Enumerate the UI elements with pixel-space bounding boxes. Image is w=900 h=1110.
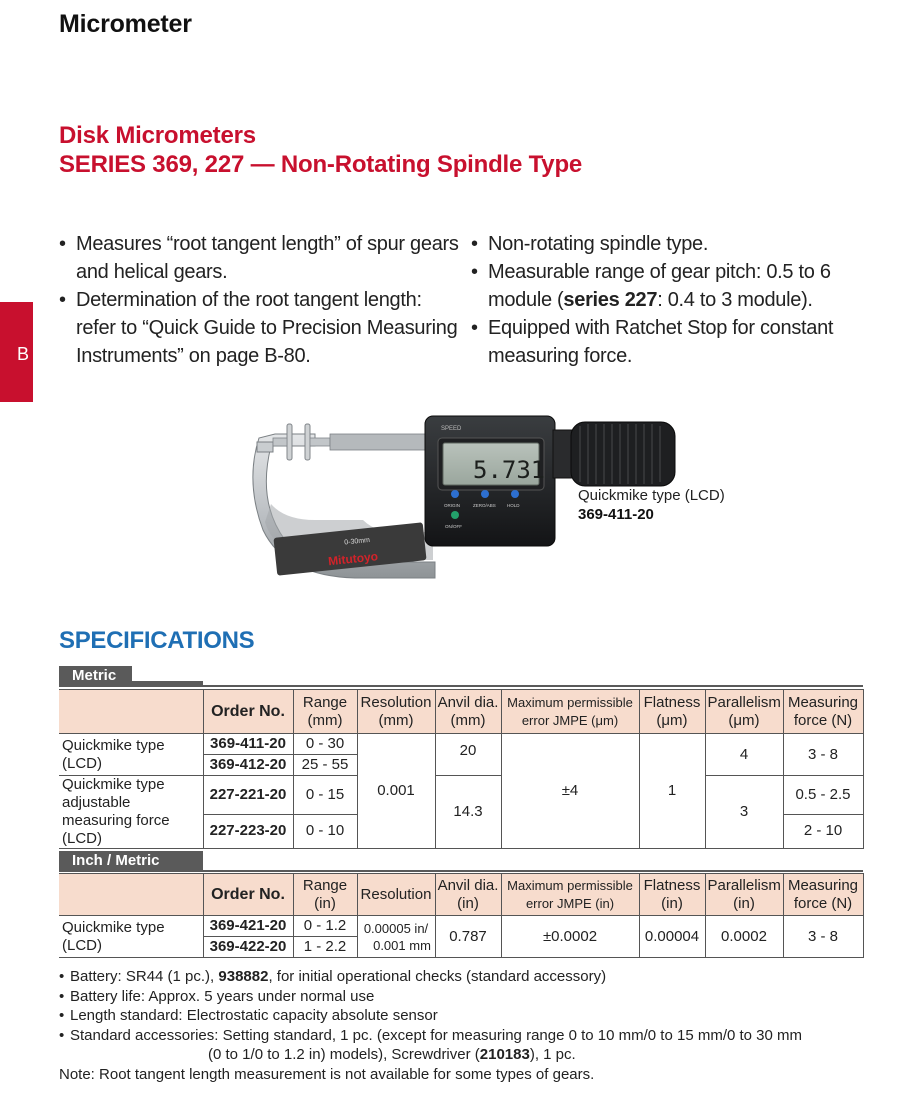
speed-label: SPEED bbox=[441, 426, 462, 432]
parallelism-value: 4 bbox=[705, 734, 783, 776]
note-root-tangent: Note: Root tangent length measurement is not available for some types of gears. bbox=[59, 1065, 595, 1083]
header-flatness: Flatness (μm) bbox=[639, 690, 705, 734]
flatness-value: 0.00004 bbox=[639, 916, 705, 958]
force-value: 2 - 10 bbox=[783, 814, 863, 848]
resolution-value: 0.00005 in/ 0.001 mm bbox=[357, 916, 435, 958]
range-value: 25 - 55 bbox=[293, 755, 357, 776]
note-accessories: • Standard accessories: Setting standard, 1 pc. (except for measuring range 0 to 10 mm/0 to 15 mm/0 to 30 mm bbox=[59, 1026, 889, 1046]
range-label: 0-30mm bbox=[343, 536, 371, 547]
range-value: 0 - 15 bbox=[293, 776, 357, 815]
order-no: 227-221-20 bbox=[203, 776, 293, 815]
inch-spec-table bbox=[59, 873, 864, 958]
header-order-no: Order No. bbox=[203, 874, 293, 916]
hold-button-label: HOLD bbox=[507, 503, 520, 508]
range-value: 0 - 10 bbox=[293, 814, 357, 848]
metric-tab-line bbox=[59, 685, 863, 687]
header-flatness: Flatness (in) bbox=[639, 874, 705, 916]
parallelism-value: 3 bbox=[705, 776, 783, 849]
header-blank bbox=[59, 690, 203, 734]
feature-item bbox=[471, 258, 891, 314]
section-tab bbox=[0, 302, 33, 402]
feature-item: • Determination of the root tangent length: refer to “Quick Guide to Precision Measuring Instruments” on page B-80. bbox=[59, 286, 459, 370]
model-name: Quickmike type (LCD) bbox=[59, 916, 203, 958]
origin-button-label: ORIGIN bbox=[444, 503, 461, 508]
mpe-value: ±4 bbox=[501, 734, 639, 849]
note-length-standard: • Length standard: Electrostatic capacity absolute sensor bbox=[59, 1006, 889, 1026]
metric-tab-label: Metric bbox=[59, 666, 132, 685]
table-row bbox=[59, 734, 863, 755]
order-no: 369-411-20 bbox=[203, 734, 293, 755]
force-value: 3 - 8 bbox=[783, 916, 863, 958]
product-subtitle: SERIES 369, 227 — Non-Rotating Spindle Type bbox=[59, 151, 583, 178]
header-resolution: Resolution (mm) bbox=[357, 690, 435, 734]
feature-text: : 0.4 to 3 module). bbox=[657, 289, 813, 311]
mpe-value: ±0.0002 bbox=[501, 916, 639, 958]
inch-tab-line bbox=[59, 870, 863, 872]
range-value: 0 - 30 bbox=[293, 734, 357, 755]
header-mpe: Maximum permissible error JMPE (in) bbox=[501, 874, 639, 916]
table-header-row bbox=[59, 874, 863, 916]
lcd-display: 5.731 bbox=[473, 456, 546, 484]
order-no: 369-422-20 bbox=[203, 937, 293, 958]
order-no: 369-412-20 bbox=[203, 755, 293, 776]
model-name: Quickmike type adjustable measuring force (LCD) bbox=[59, 776, 203, 849]
header-anvil-dia: Anvil dia. (mm) bbox=[435, 690, 501, 734]
table-header-row bbox=[59, 690, 863, 734]
zero-button-label: ZERO/ABS bbox=[473, 503, 496, 508]
header-range: Range (mm) bbox=[293, 690, 357, 734]
order-no: 227-223-20 bbox=[203, 814, 293, 848]
feature-list-left bbox=[59, 230, 459, 370]
header-order-no: Order No. bbox=[203, 690, 293, 734]
order-no: 369-421-20 bbox=[203, 916, 293, 937]
table-row bbox=[59, 916, 863, 937]
feature-item: • Measures “root tangent length” of spur gears and helical gears. bbox=[59, 230, 459, 286]
photo-caption-type: Quickmike type (LCD) bbox=[578, 487, 725, 504]
inch-tab-label: Inch / Metric bbox=[59, 851, 203, 870]
header-measuring-force: Measuring force (N) bbox=[783, 690, 863, 734]
photo-caption-order-no: 369-411-20 bbox=[578, 506, 654, 523]
page-title: Micrometer bbox=[59, 10, 192, 38]
header-parallelism: Parallelism (μm) bbox=[705, 690, 783, 734]
force-value: 3 - 8 bbox=[783, 734, 863, 776]
metric-spec-table bbox=[59, 689, 864, 849]
resolution-value: 0.001 bbox=[357, 734, 435, 849]
range-value: 0 - 1.2 bbox=[293, 916, 357, 937]
onoff-button-label: ON/OFF bbox=[445, 524, 462, 529]
brand-logo: Mitutoyo bbox=[327, 549, 379, 569]
notes bbox=[59, 967, 889, 1084]
header-parallelism: Parallelism (in) bbox=[705, 874, 783, 916]
feature-text: Measurable range of gear pitch: 0.5 to 6 module ( bbox=[488, 261, 831, 311]
anvil-value: 0.787 bbox=[435, 916, 501, 958]
section-tab-letter: B bbox=[17, 344, 30, 364]
specifications-heading: SPECIFICATIONS bbox=[59, 627, 255, 654]
feature-item: • Equipped with Ratchet Stop for constant measuring force. bbox=[471, 314, 891, 370]
table-row bbox=[59, 776, 863, 815]
model-name: Quickmike type (LCD) bbox=[59, 734, 203, 776]
header-resolution: Resolution bbox=[357, 874, 435, 916]
header-measuring-force: Measuring force (N) bbox=[783, 874, 863, 916]
feature-list-right bbox=[471, 230, 891, 370]
header-mpe: Maximum permissible error JMPE (μm) bbox=[501, 690, 639, 734]
flatness-value: 1 bbox=[639, 734, 705, 849]
note-battery-life: • Battery life: Approx. 5 years under normal use bbox=[59, 987, 889, 1007]
anvil-value: 14.3 bbox=[435, 776, 501, 849]
force-value: 0.5 - 2.5 bbox=[783, 776, 863, 815]
anvil-value: 20 bbox=[435, 734, 501, 776]
note-accessories-cont: (0 to 1/0 to 1.2 in) models), Screwdriver (210183), 1 pc. bbox=[208, 1046, 576, 1063]
feature-series-bold: series 227 bbox=[563, 289, 658, 311]
header-anvil-dia: Anvil dia. (in) bbox=[435, 874, 501, 916]
header-blank bbox=[59, 874, 203, 916]
header-range: Range (in) bbox=[293, 874, 357, 916]
parallelism-value: 0.0002 bbox=[705, 916, 783, 958]
feature-item: • Non-rotating spindle type. bbox=[471, 230, 891, 258]
note-battery: • Battery: SR44 (1 pc.), 938882, for initial operational checks (standard accessory) bbox=[59, 967, 889, 987]
range-value: 1 - 2.2 bbox=[293, 937, 357, 958]
product-title: Disk Micrometers bbox=[59, 122, 256, 149]
